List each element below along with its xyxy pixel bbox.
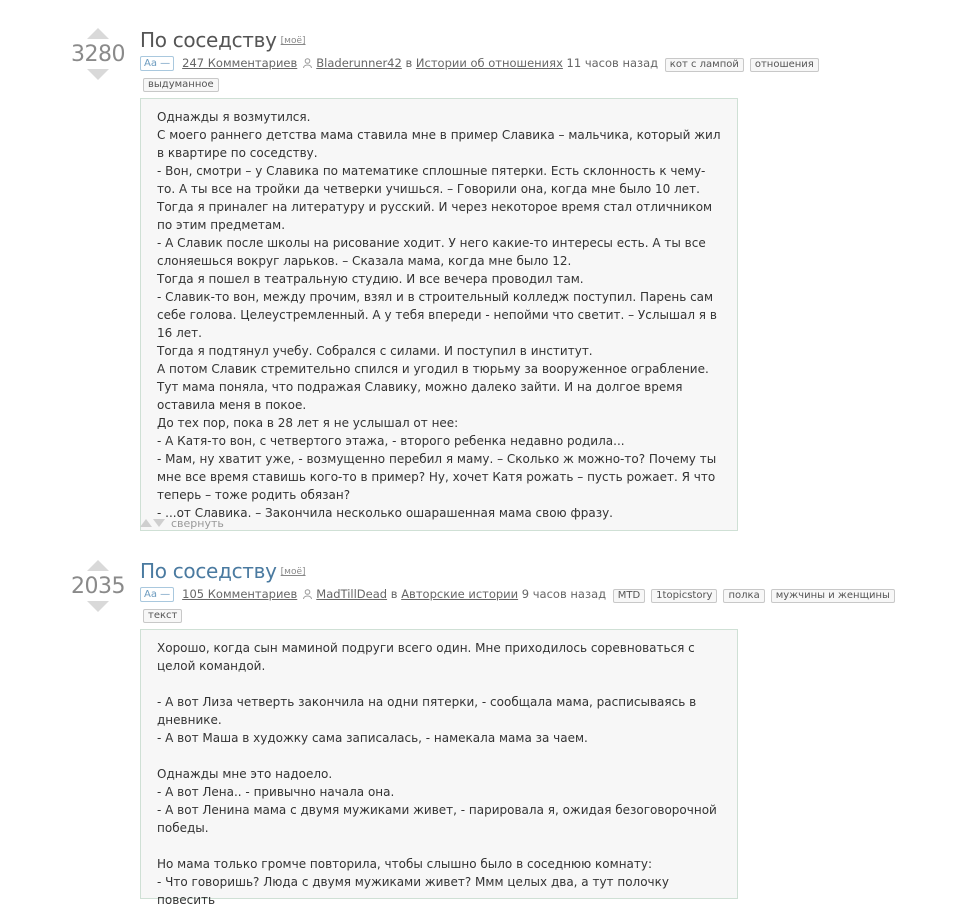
story-line: Тогда я пошел в театральную студию. И все вечера проводил там. xyxy=(157,272,584,286)
category-link[interactable]: Истории об отношениях xyxy=(415,56,563,70)
post-rating: 2035 xyxy=(71,574,125,599)
story-line: - А вот Лена.. - привычно начала она. xyxy=(157,785,395,799)
story-blank-line xyxy=(157,675,721,693)
story-line: Тогда я приналег на литературу и русский. И через некоторое время стал отличником по этим предметам. xyxy=(157,200,713,232)
story-line: С моего раннего детства мама ставила мне в пример Славика – мальчика, который жил в квартире по соседству. xyxy=(157,128,721,160)
comments-link[interactable]: 105 Комментариев xyxy=(182,587,298,601)
story-line: Однажды я возмутился. xyxy=(157,110,311,124)
story-body xyxy=(140,98,738,531)
story-line: - А Славик после школы на рисование ходит. У него какие-то интересы есть. А ты все слоняешься вокруг ларьков. – Сказала мама, когда мне было 12. xyxy=(157,236,706,268)
mine-link[interactable]: [моё] xyxy=(280,567,306,577)
vote-block xyxy=(68,28,128,80)
story-blank-line xyxy=(157,837,721,855)
upvote-icon[interactable] xyxy=(87,28,109,39)
post-title[interactable]: По соседству xyxy=(140,28,277,52)
story-body xyxy=(140,629,738,907)
downvote-icon[interactable] xyxy=(87,69,109,80)
story-line: - А вот Маша в художку сама записалась, - намекала мама за чаем. xyxy=(157,731,588,745)
downvote-icon[interactable] xyxy=(87,601,109,612)
post-time: 9 часов назад xyxy=(521,587,607,601)
tag[interactable]: кот с лампой xyxy=(665,58,744,72)
tag[interactable]: 1topicstory xyxy=(651,589,717,603)
story-line: До тех пор, пока в 28 лет я не услышал от нее: xyxy=(157,416,459,430)
in-word: в xyxy=(405,56,413,70)
font-size-button[interactable]: Аа — xyxy=(140,587,174,602)
post-title[interactable]: По соседству xyxy=(140,559,277,583)
story-line: - Славик-то вон, между прочим, взял и в строительный колледж поступил. Парень сам себе голова. Целеустремленный. А у тебя впереди - непойми что светит. – Услышал я в 16 лет. xyxy=(157,290,717,340)
story-line: - А вот Лиза четверть закончила на одни пятерки, - сообщала мама, расписываясь в дневнике. xyxy=(157,695,697,727)
collapse-down-icon xyxy=(153,519,165,527)
collapse-label[interactable]: свернуть xyxy=(171,517,224,530)
tag[interactable]: отношения xyxy=(750,58,819,72)
author-link[interactable]: Bladerunner42 xyxy=(316,56,402,70)
post-rating: 3280 xyxy=(71,42,125,67)
story-line: Однажды мне это надоело. xyxy=(157,767,333,781)
vote-block xyxy=(68,560,128,612)
story-blank-line xyxy=(157,747,721,765)
post-title-row xyxy=(140,559,306,583)
author-link[interactable]: MadTillDead xyxy=(316,587,388,601)
tag[interactable]: текст xyxy=(143,609,182,623)
collapse-control[interactable] xyxy=(140,517,224,530)
story-line: Но мама только громче повторила, чтобы слышно было в соседнюю комнату: xyxy=(157,857,653,871)
user-icon xyxy=(303,58,312,68)
story-line: - Что говоришь? Люда с двумя мужиками живет? Ммм целых два, а тут полочку повесить xyxy=(157,875,669,907)
font-size-button[interactable]: Аа — xyxy=(140,56,174,71)
category-link[interactable]: Авторские истории xyxy=(401,587,519,601)
comments-link[interactable]: 247 Комментариев xyxy=(182,56,298,70)
tag[interactable]: выдуманное xyxy=(143,78,219,92)
collapse-up-icon xyxy=(140,519,152,527)
story-line: Тогда я подтянул учебу. Собрался с силами. И поступил в институт. xyxy=(157,344,593,358)
story-line: А потом Славик стремительно спился и угодил в тюрьму за вооруженное ограбление. Тут мама поняла, что подражая Славику, можно далеко зайти. И на долгое время оставила меня в покое. xyxy=(157,362,709,412)
tag[interactable]: мужчины и женщины xyxy=(771,589,895,603)
user-icon xyxy=(303,589,312,599)
tag[interactable]: полка xyxy=(723,589,764,603)
upvote-icon[interactable] xyxy=(87,560,109,571)
story-line: - Вон, смотри – у Славика по математике сплошные пятерки. Есть склонность к чему-то. А ты все на тройки да четверки учишься. – Говорили она, когда мне было 10 лет. xyxy=(157,164,706,196)
story-line: - ...от Славика. – Закончила несколько ошарашенная мама свою фразу. xyxy=(157,506,613,520)
in-word: в xyxy=(390,587,398,601)
story-line: Хорошо, когда сын маминой подруги всего один. Мне приходилось соревноваться с целой командой. xyxy=(157,641,695,673)
post-time: 11 часов назад xyxy=(566,56,659,70)
mine-link[interactable]: [моё] xyxy=(280,36,306,46)
post-title-row xyxy=(140,28,306,52)
story-line: - А вот Ленина мама с двумя мужиками живет, - парировала я, ожидая безоговорочной победы. xyxy=(157,803,717,835)
story-line: - А Катя-то вон, с четвертого этажа, - второго ребенка недавно родила... xyxy=(157,434,625,448)
story-line: - Мам, ну хватит уже, - возмущенно перебил я маму. – Сколько ж можно-то? Почему ты мне все время ставишь кого-то в пример? Ну, хочет Катя рожать – пусть рожает. Я что теперь – тоже родить обязан? xyxy=(157,452,717,502)
tag[interactable]: MTD xyxy=(613,589,645,603)
